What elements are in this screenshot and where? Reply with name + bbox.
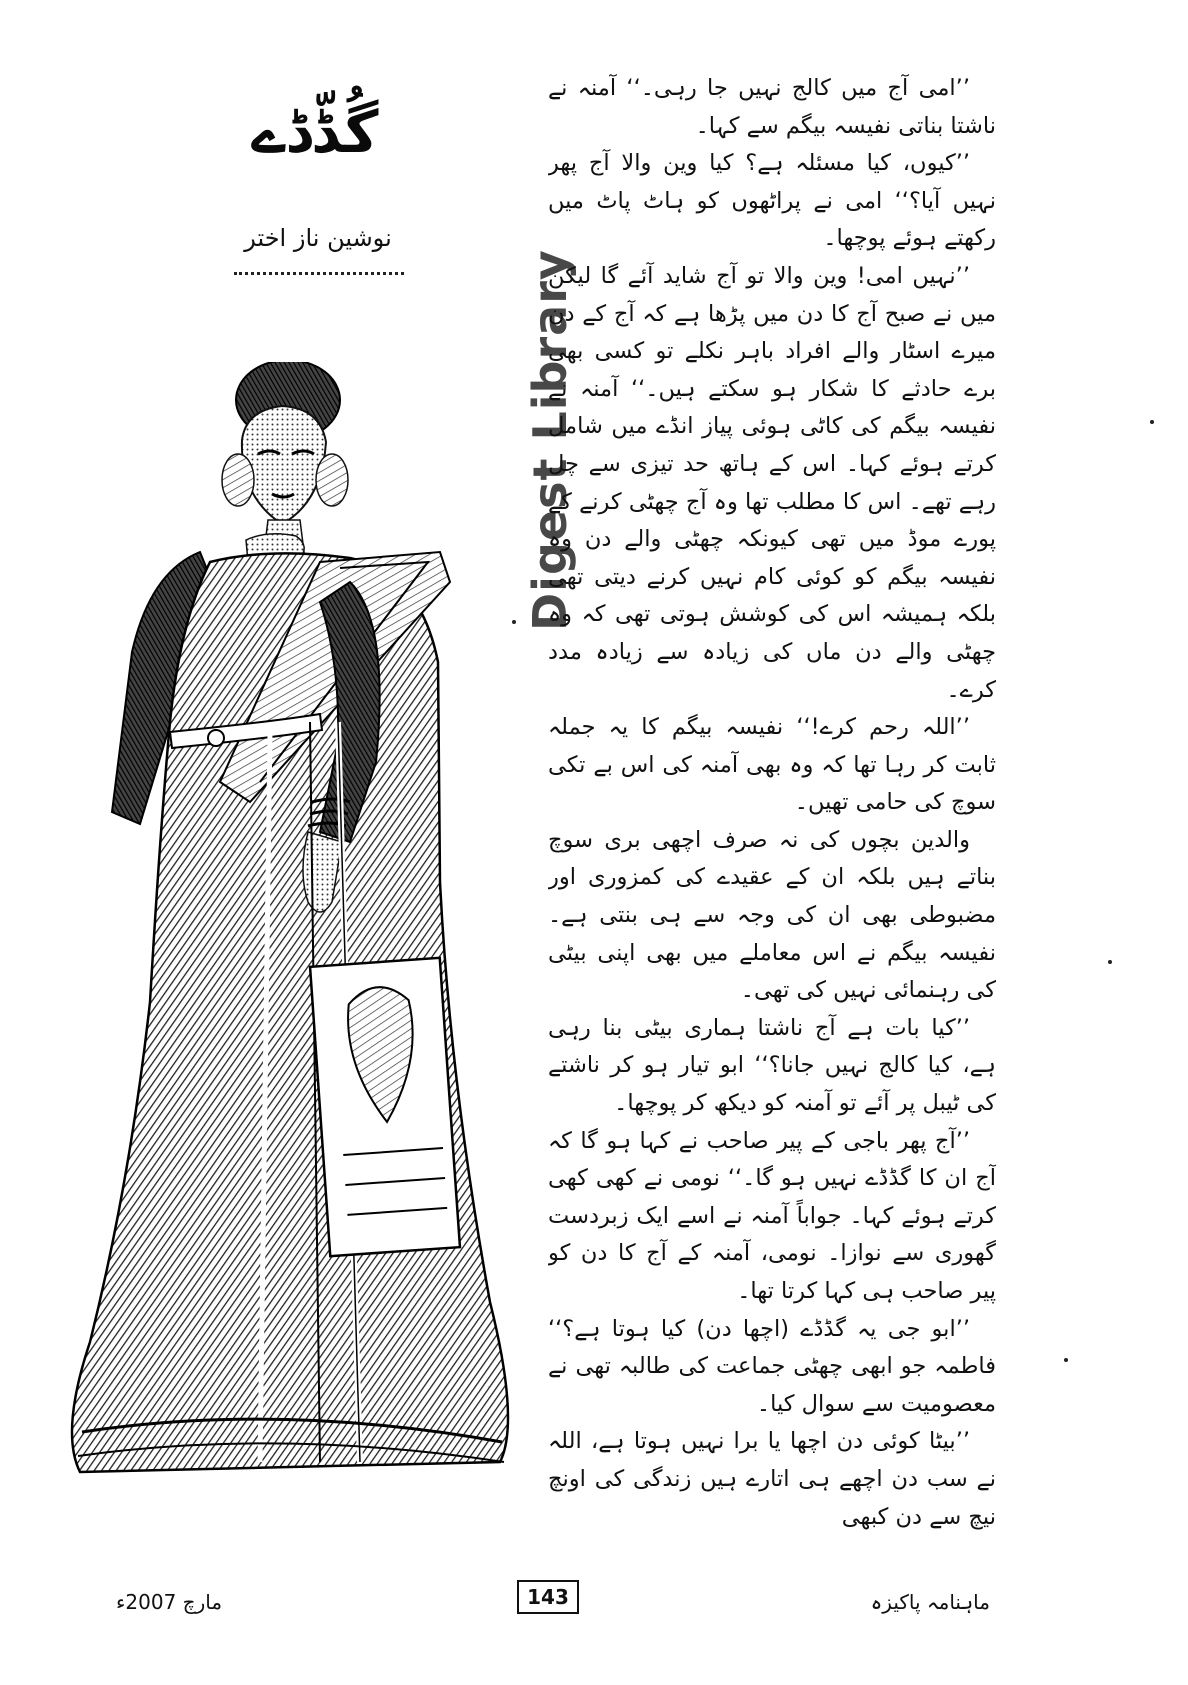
story-paragraph: ’’بیٹا کوئی دن اچھا یا برا نہیں ہوتا ہے، اللہ نے سب دن اچھے ہی اتارے ہیں زندگی کی اونچ نیچ سے دن کبھی bbox=[548, 1428, 996, 1530]
scan-speck bbox=[1150, 420, 1154, 424]
issue-date: مارچ 2007ء bbox=[116, 1590, 223, 1614]
story-paragraph: ’’کیوں، کیا مسئلہ ہے؟ کیا وین والا آج پھر نہیں آیا؟‘‘ امی نے پراٹھوں کو ہاٹ پاٹ میں رکھتے ہوئے پوچھا۔ bbox=[548, 150, 996, 252]
watermark-text: Digest Library bbox=[523, 249, 577, 631]
scan-speck bbox=[1064, 1358, 1068, 1362]
story-paragraph: ’’کیا بات ہے آج ناشتا ہماری بیٹی بنا رہی ہے، کیا کالج نہیں جانا؟‘‘ ابو تیار ہو کر ناشتے کی ٹیبل پر آئے تو آمنہ کو دیکھ کر پوچھا۔ bbox=[548, 1014, 996, 1117]
story-paragraph: ’’آج پھر باجی کے پیر صاحب نے کہا ہو گا کہ آج ان کا گڈڈے نہیں ہو گا۔‘‘ نومی نے کھی کھی کرتے ہوئے کہا۔ جواباً آمنہ نے اسے ایک زبردست گھوری سے نوازا۔ نومی، آمنہ کے آج کا دن کو پیر صاحب ہی کہا کرتا تھا۔ bbox=[548, 1127, 996, 1304]
story-paragraph: ’’امی آج میں کالج نہیں جا رہی۔‘‘ آمنہ نے ناشتا بناتی نفیسہ بیگم سے کہا۔ bbox=[548, 75, 996, 139]
scan-speck bbox=[512, 620, 516, 624]
magazine-name: ماہنامہ پاکیزہ bbox=[870, 1590, 990, 1614]
page-number: 143 bbox=[517, 1580, 579, 1614]
story-title: گُڈّڈے bbox=[251, 98, 379, 166]
scan-speck bbox=[1108, 960, 1112, 964]
story-paragraph: ’’ابو جی یہ گڈڈے (اچھا دن) کیا ہوتا ہے؟‘‘ فاطمہ جو ابھی چھٹی جماعت کی طالبہ تھی نے معصومیت سے سوال کیا۔ bbox=[548, 1315, 996, 1417]
story-paragraph: ’’اللہ رحم کرے!‘‘ نفیسہ بیگم کا یہ جملہ ثابت کر رہا تھا کہ وہ بھی آمنہ کی اس بے تکی سوچ کی حامی تھیں۔ bbox=[548, 714, 996, 816]
author-divider bbox=[234, 272, 404, 275]
story-body-column bbox=[548, 70, 996, 1535]
author-name: نوشین ناز اختر bbox=[244, 224, 392, 252]
woman-in-sari-illustration bbox=[20, 362, 540, 1510]
story-paragraph: والدین بچوں کی نہ صرف اچھی بری سوچ بناتے ہیں بلکہ ان کے عقیدے کی کمزوری اور مضبوطی بھی ان کی وجہ سے ہی بنتی ہے۔ نفیسہ بیگم نے اس معاملے میں بھی اپنی بیٹی کی رہنمائی نہیں کی تھی۔ bbox=[548, 826, 996, 1004]
story-paragraph: ’’نہیں امی! وین والا تو آج شاید آئے گا لیکن میں نے صبح آج کا دن میں پڑھا ہے کہ آج کے دن میرے اسٹار والے افراد باہر نکلے تو کسی بھی برے حادثے کا شکار ہو سکتے ہیں۔‘‘ آمنہ نے نفیسہ بیگم کی کاٹی ہوئی پیاز انڈے میں شامل کرتے ہوئے کہا۔ اس کے ہاتھ حد تیزی سے چل رہے تھے۔ اس کا مطلب تھا وہ آج چھٹی کرنے کے پورے موڈ میں تھی کیونکہ چھٹی والے دن وہ نفیسہ بیگم کو کوئی کام نہیں کرنے دیتی تھی بلکہ ہمیشہ اس کی کوشش ہوتی تھی کہ وہ چھٹی والے دن ماں کی زیادہ سے زیادہ مدد کرے۔ bbox=[548, 262, 996, 703]
